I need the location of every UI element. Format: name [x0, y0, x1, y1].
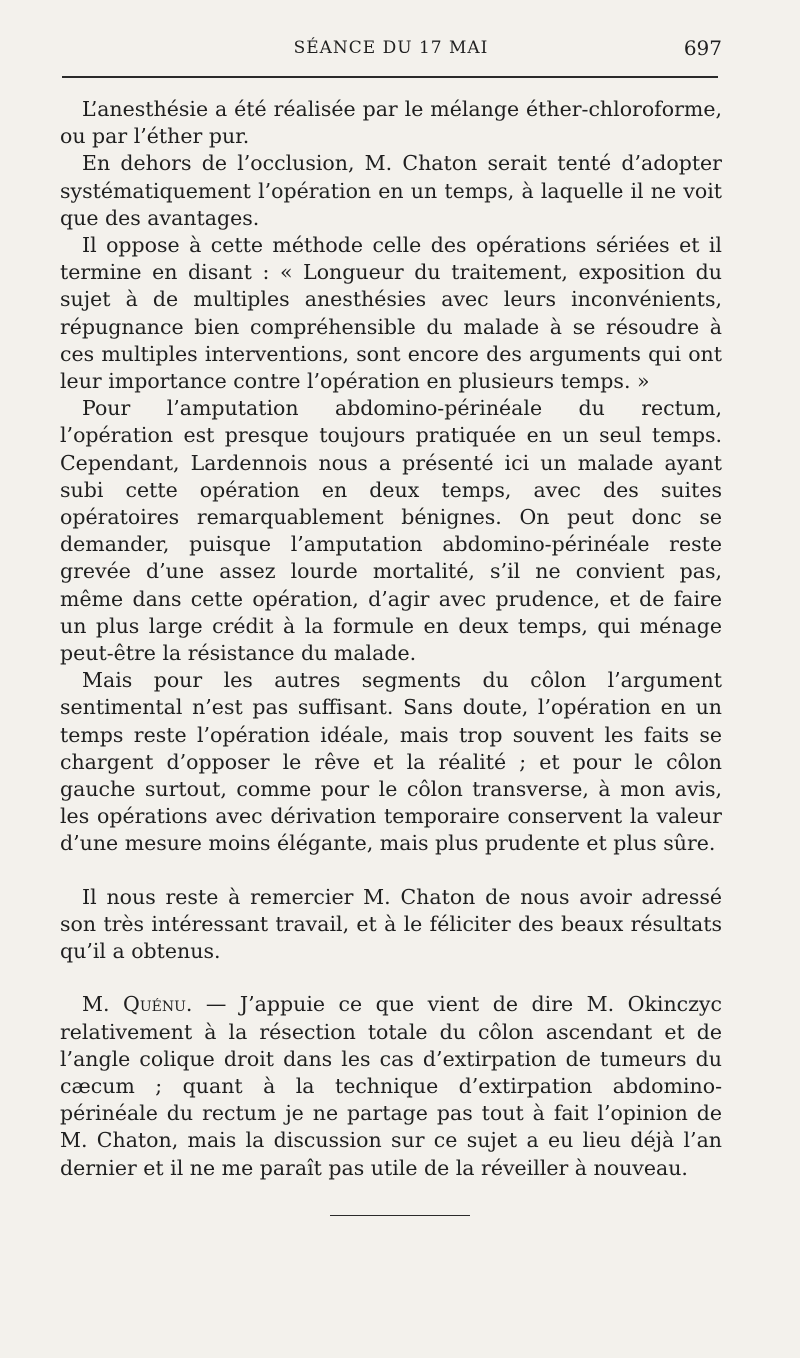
paragraph: En dehors de l’occlusion, M. Chaton serait tenté d’adopter systématiquement l’opération en un temps, à laquelle il ne voit que des avantages. [60, 151, 722, 230]
header-rule [62, 76, 718, 78]
page-header [60, 36, 722, 62]
paragraph: L’anesthésie a été réalisée par le mélange éther-chloroforme, ou par l’éther pur. [60, 97, 722, 149]
paragraph: Il oppose à cette méthode celle des opérations sériées et il termine en disant : « Longueur du traitement, exposition du sujet à de multiples anesthésies avec leurs inconvénients, répugnance bien compréhensible du malade à se résoudre à ces multiples interventions, sont encore des arguments qui ont leur importance contre l’opération en plusieurs temps. » [60, 233, 722, 394]
paragraph: Pour l’amputation abdomino-périnéale du rectum, l’opération est presque toujours pratiquée en un seul temps. Cependant, Lardennois nous a présenté ici un malade ayant subi cette opération en deux temps, avec des suites opératoires remarquablement bénignes. On peut donc se demander, puisque l’amputation abdomino-périnéale reste grevée d’une assez lourde mortalité, s’il ne convient pas, même dans cette opération, d’agir avec prudence, et de faire un plus large crédit à la formule en deux temps, qui ménage peut-être la résistance du malade. [60, 396, 722, 666]
end-rule [330, 1215, 470, 1216]
page-number: 697 [683, 36, 722, 60]
quenu-text: — J’appuie ce que vient de dire M. Okinczyc relativement à la résection totale du côlon ascendant et de l’angle colique droit dans les cas d’extirpation de tumeurs du cæcum ; quant à la technique d’extirpation abdomino-périnéale du rectum je ne partage pas tout à fait l’opinion de M. Chaton, mais la discussion sur ce sujet a eu lieu déjà l’an dernier et il ne me paraît pas utile de la réveiller à nouveau. [60, 992, 722, 1180]
quenu-paragraph [60, 991, 722, 1181]
body-text [60, 96, 722, 1182]
paragraph: Mais pour les autres segments du côlon l’argument sentimental n’est pas suffisant. Sans doute, l’opération en un temps reste l’opération idéale, mais trop souvent les faits se chargent d’opposer le rêve et la réalité ; et pour le côlon gauche surtout, comme pour le côlon transverse, à mon avis, les opérations avec dérivation temporaire conservent la valeur d’une mesure moins élégante, mais plus prudente et plus sûre. [60, 668, 722, 856]
running-title: SÉANCE DU 17 MAI [293, 38, 489, 58]
paragraph: Il nous reste à remercier M. Chaton de nous avoir adressé son très intéressant travail, et à le féliciter des beaux résultats qu’il a obtenus. [60, 884, 722, 964]
speaker-name: M. Quénu. [82, 992, 193, 1017]
